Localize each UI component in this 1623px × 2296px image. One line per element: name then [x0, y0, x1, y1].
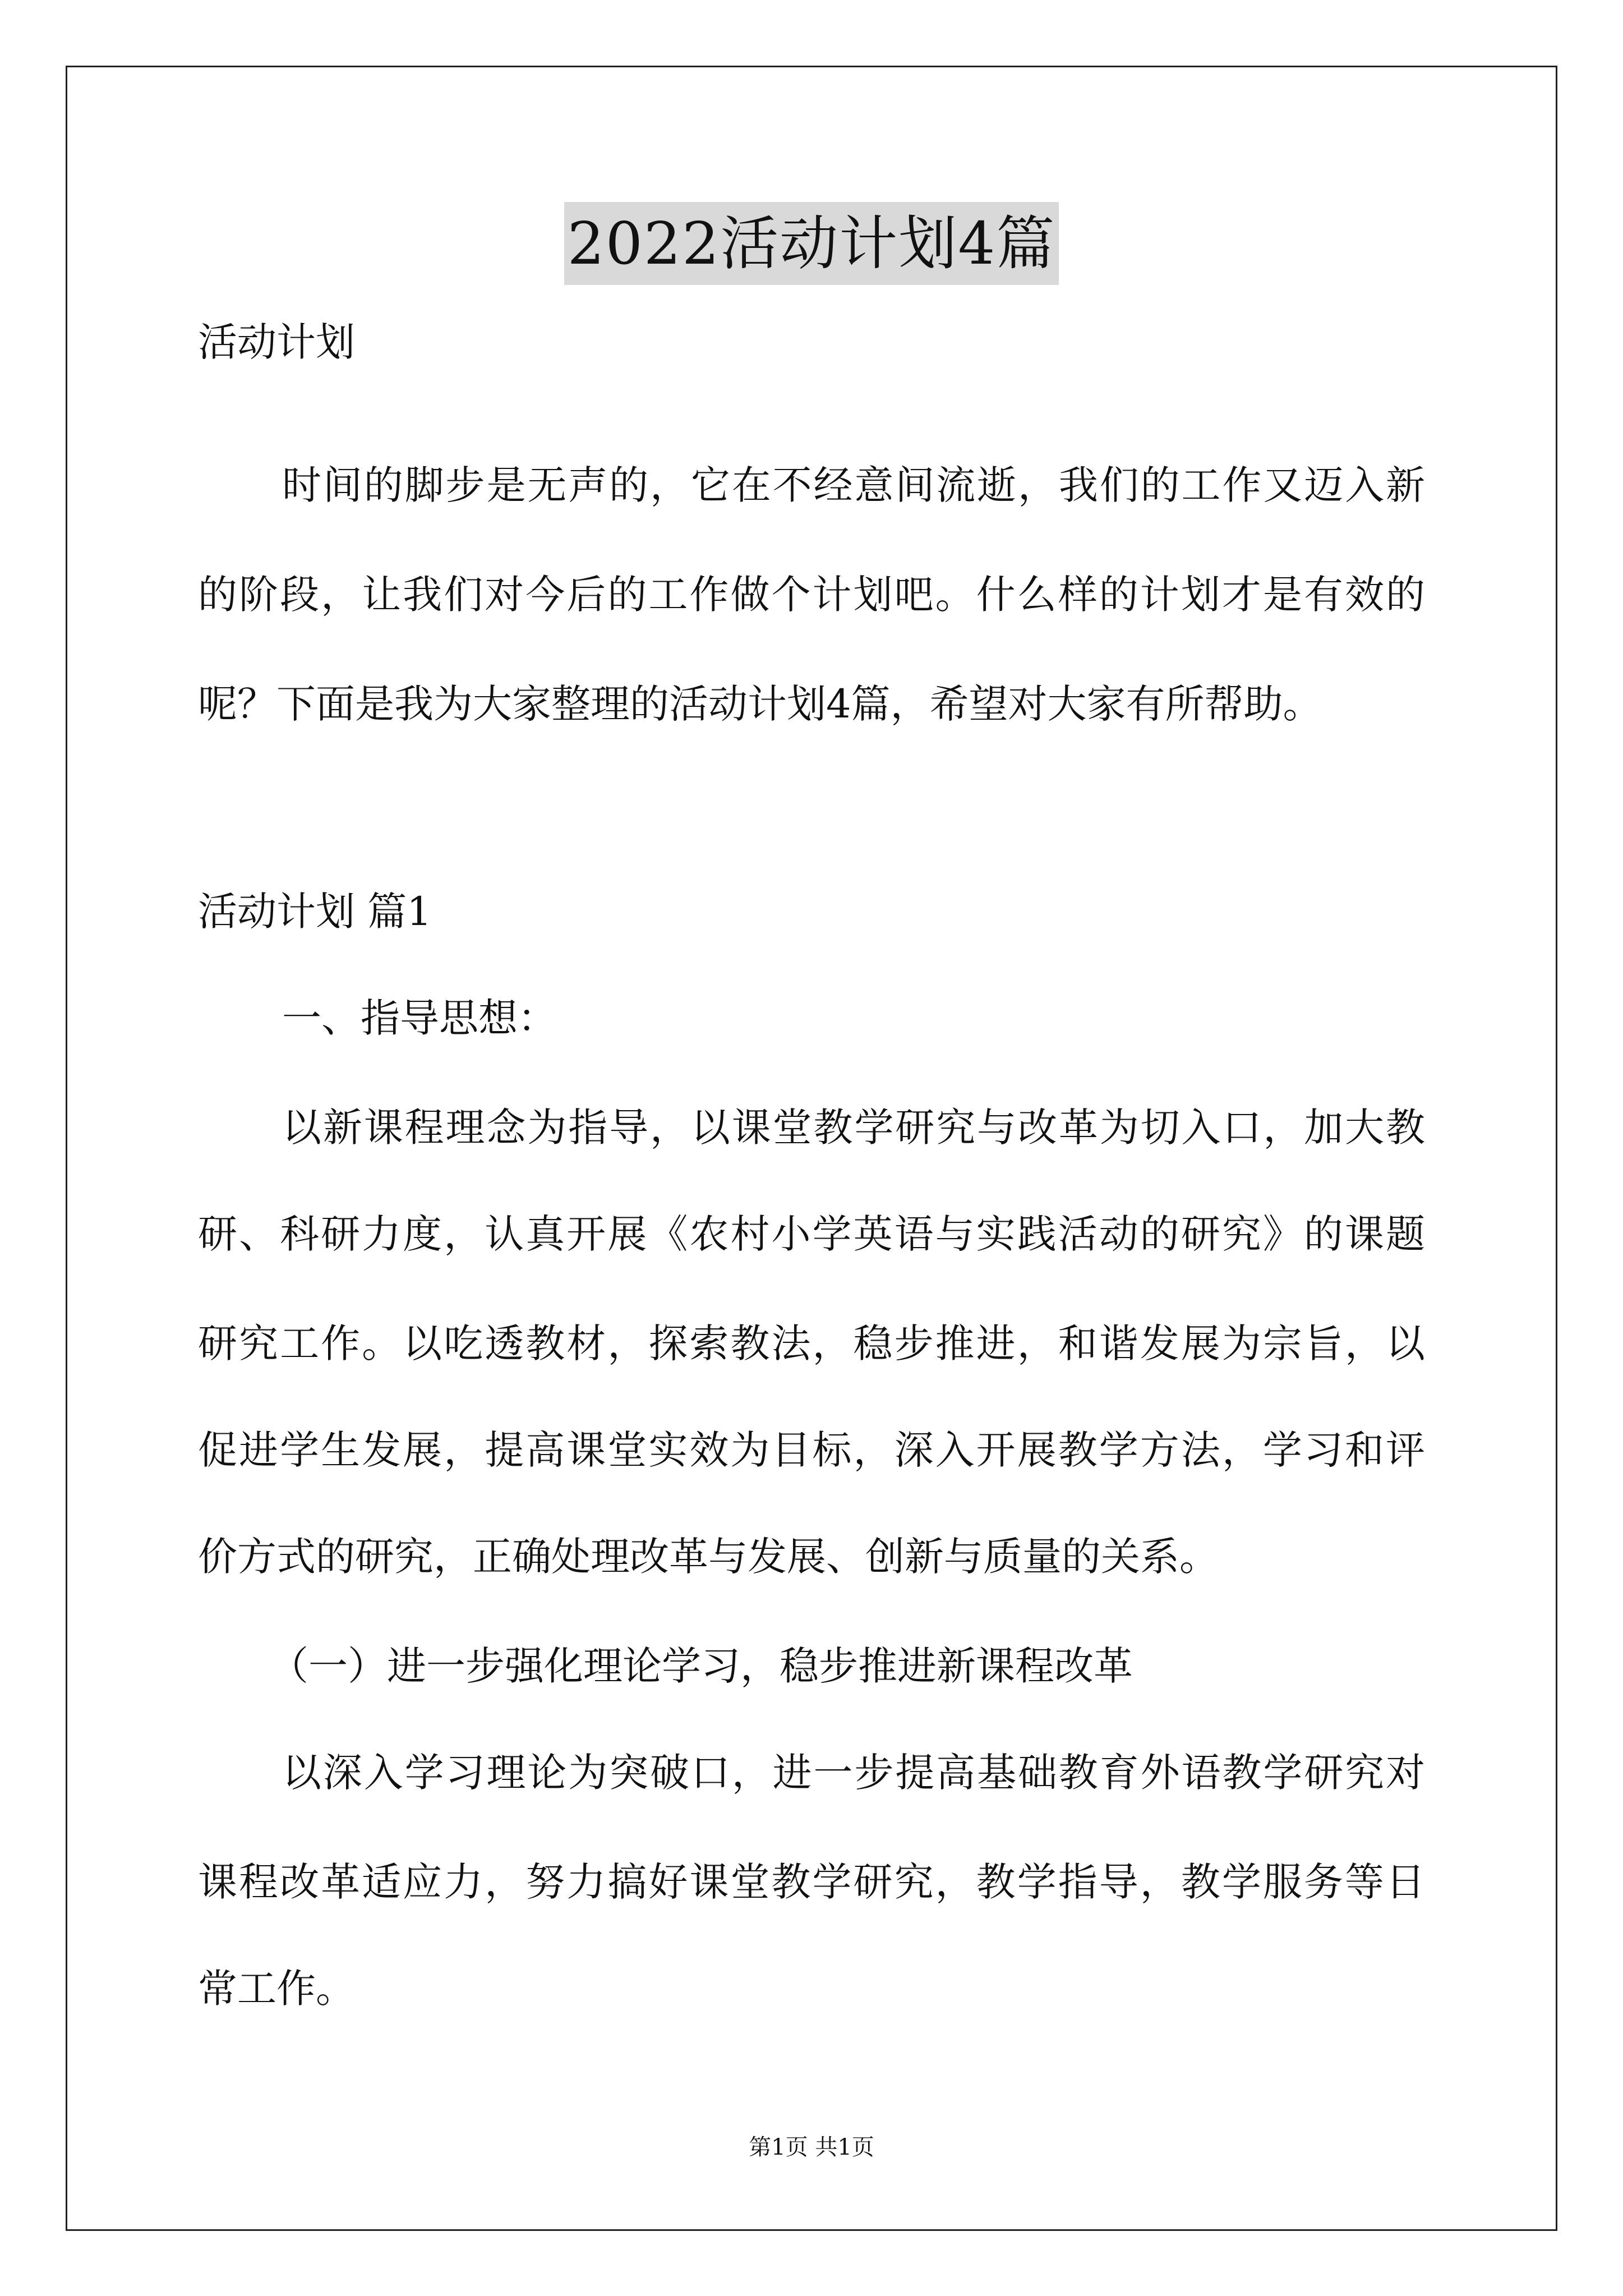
section-heading: 活动计划	[198, 319, 355, 365]
paragraph-line: 促进学生发展，提高课堂实效为目标，深入开展教学方法，学习和评	[198, 1427, 1425, 1473]
document-title: 2022活动计划4篇	[564, 202, 1059, 285]
paragraph-line: 价方式的研究，正确处理改革与发展、创新与质量的关系。	[198, 1534, 1219, 1580]
paragraph-line: 呢？下面是我为大家整理的活动计划4篇，希望对大家有所帮助。	[198, 681, 1322, 727]
paragraph-line: 以新课程理念为指导，以课堂教学研究与改革为切入口，加大教	[282, 1105, 1425, 1151]
subheading: （一）进一步强化理论学习，稳步推进新课程改革	[269, 1643, 1133, 1689]
paragraph-line: 时间的脚步是无声的，它在不经意间流逝，我们的工作又迈入新	[282, 462, 1425, 508]
subheading: 一、指导思想：	[282, 995, 557, 1041]
paragraph-line: 课程改革适应力，努力搞好课堂教学研究，教学指导，教学服务等日	[198, 1859, 1425, 1905]
paragraph-line: 常工作。	[198, 1966, 355, 2012]
section-heading: 活动计划 篇1	[198, 889, 432, 935]
title-container	[0, 202, 1623, 285]
paragraph-line: 研、科研力度，认真开展《农村小学英语与实践活动的研究》的课题	[198, 1211, 1425, 1257]
paragraph-line: 的阶段，让我们对今后的工作做个计划吧。什么样的计划才是有效的	[198, 572, 1425, 618]
page-footer: 第1页 共1页	[749, 2134, 874, 2160]
paragraph-line: 研究工作。以吃透教材，探索教法，稳步推进，和谐发展为宗旨，以	[198, 1320, 1425, 1366]
paragraph-line: 以深入学习理论为突破口，进一步提高基础教育外语教学研究对	[282, 1750, 1425, 1796]
